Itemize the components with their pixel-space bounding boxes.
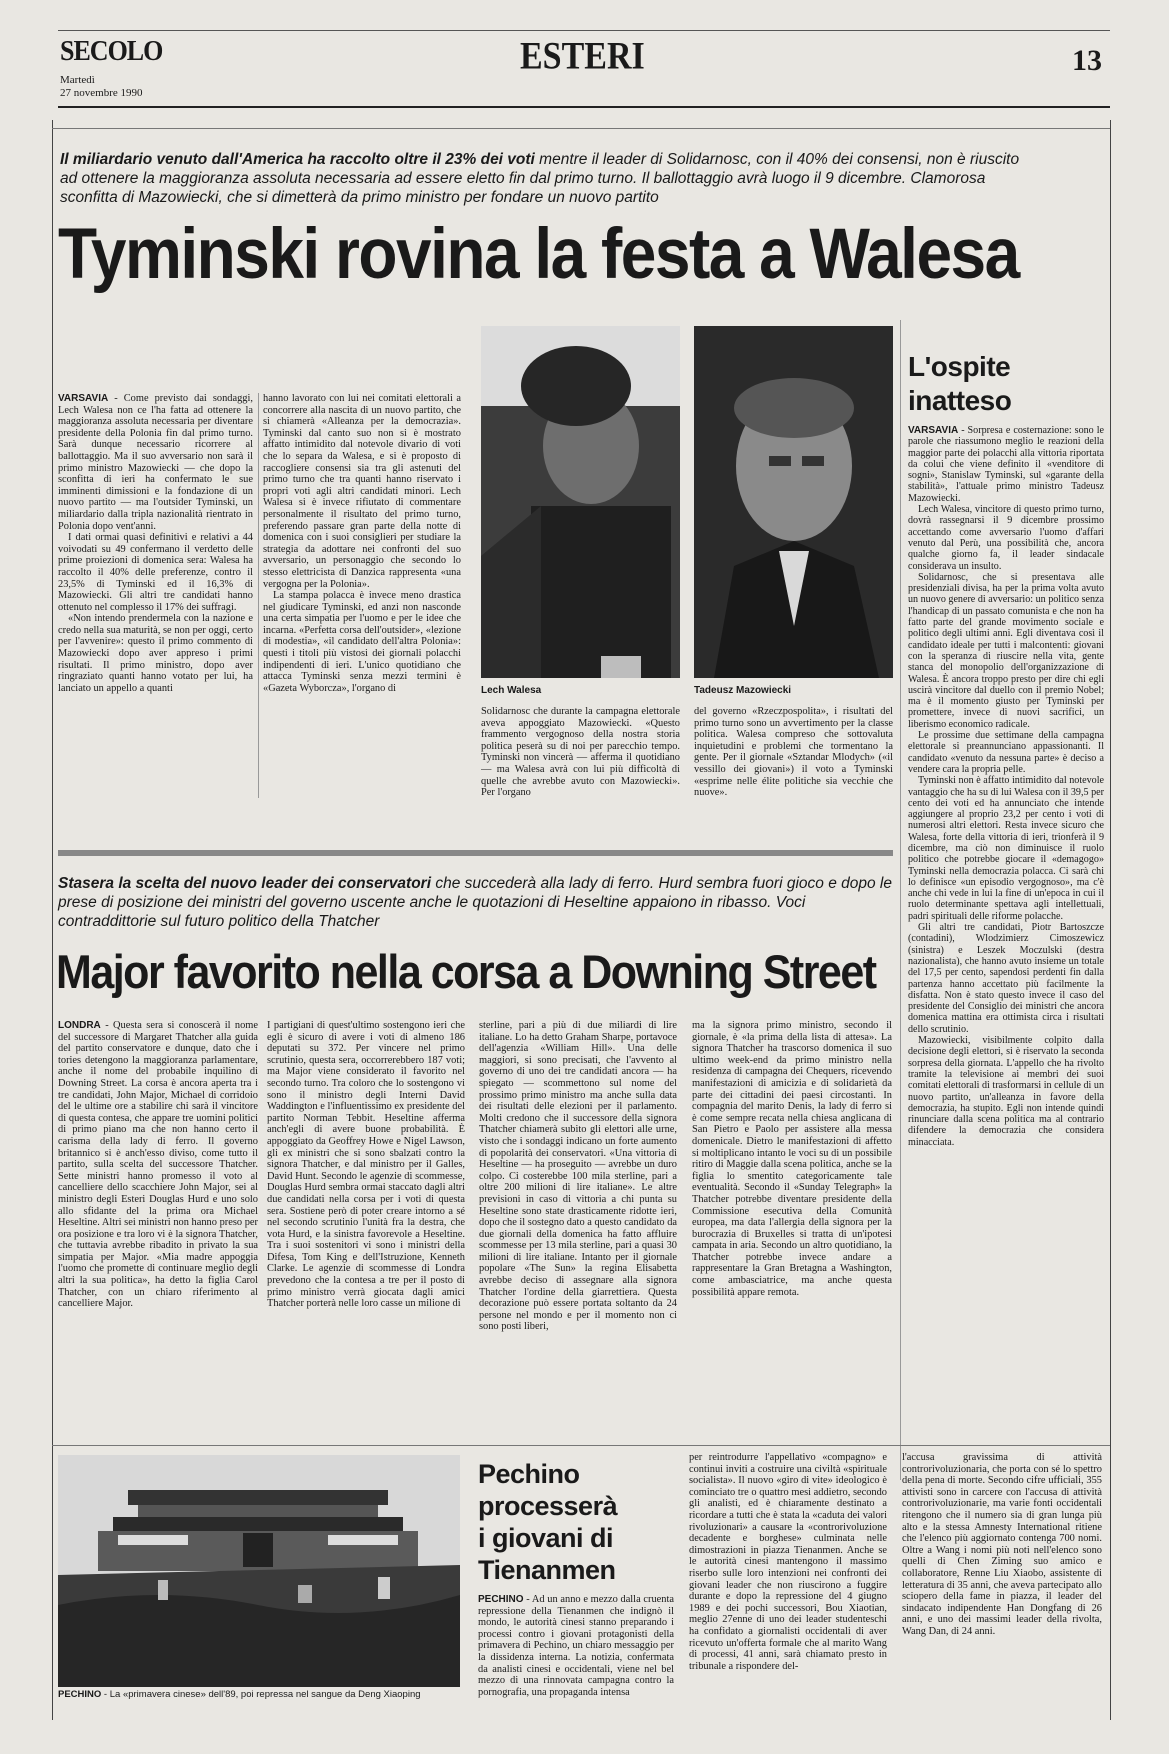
page-number: 13 — [1072, 44, 1102, 77]
sidebar-column: VARSAVIA - Sorpresa e costernazione: sono le parole che riassumono meglio le reazioni della maggior parte dei polacchi alla vittoria riportata da colui che viene definito il «venditore di sogni», Stanislaw Tyminski, sul «garante della stabilità», l'attuale primo ministro Tadeusz Mazowiecki. Lech Walesa, vincitore di questo primo turno, dovrà rassegnarsi il 9 dicembre prossimo accettando come avversario l'uomo d'affari venuto dal Perù, una possibilità che, ancora qualche giorno fa, il leader sindacale considerava un insulto. Solidarnosc, che si presentava alle presidenziali divisa, ha per la prima volta avuto un nuovo genere di avversario: un politico senza l'handicap di un passato comunista e che non ha fatto parte del grande movimento sociale e politico degli ultimi anni. Egli diventava così il candidato ideale per tutti i malcontenti: giovani con la speranza di riuscire nella vita, gente stanca del monopolio dell'organizzazione di Walesa. È ancora troppo presto per dire chi egli uscirà vincitore dal duello con il premio Nobel; ma è il momento giusto per Tyminski per promettere, invece di nuovi sacrifici, un liberismo economico radicale. Le prossime due settimane della campagna elettorale si preannunciano appassionanti. Il candidato «venuto da nessuna parte» è deciso a vendere cara la propria pelle. Tyminski non è affatto intimidito dal notevole vantaggio che ha su di lui Walesa con il 39,5 per cento dei voti ed ha annunciato che intende aggiungere al proprio 23,2 per cento i voti di numerosi altri elettori. Resta invece sicuro che Walesa, forte della vittoria di ieri, trionferà il 9 dicembre, ma ciò non diminuisce il ruolo politico che potrebbe giocare il «demagogo» Tyminski nella democrazia polacca. Ci sarà chi lo definisce «un episodio vergognoso», ma c'è anche chi vede in lui la fine di un'epoca in cui il ruolo determinante spettava agli intellettuali, padri spirituali delle riforme polacche. Gli altri tre candidati, Piotr Bartoszcze (contadini), Wlodzimierz Cimoszewicz (sinistra) e Leszek Moczulski (destra nazionalista), che hanno avuto insieme un totale del 17,5 per cento, sapendosi perdenti fin dalla partenza hanno accettato più facilmente la disfatta. Non è stato questo invece il caso del presidente del Consiglio dei ministri che ancora domenica mattina era ottimista circa i risultati dello scrutinio. Mazowiecki, visibilmente colpito dalla decisione degli elettori, si è riservato la seconda sorpresa della giornata. L'appello che ha rivolto tramite la televisione ai membri dei suoi comitati elettorali di trasformarsi in cellule di un nuovo partito, un'alleanza in favore della democrazia, ha stupito. Egli non intende quindi rinunciare dalla scena politica ma al contrario difendere la democrazia che considera minacciata. — [908, 425, 1104, 1148]
story2-column-2: I partigiani di quest'ultimo sostengono ieri che egli è sicuro di avere i voti di almeno 186 deputati su 372. Per vincere nel primo scrutinio, questa sera, occorrerebbero 187 voti; ma Major viene considerato il favorito nel secondo turno. Tra coloro che lo sostengono vi sono il ministro degli Interni David Waddington e l'influentissimo ex presidente del partito Norman Tebbit. Heseltine afferma anch'egli di avere buone probabilità. È appoggiato da Geoffrey Howe e Nigel Lawson, gli ex ministri che si sono sbalzati contro la signora Thatcher, e dal ministro per il Galles, David Hunt. Secondo le agenzie di scommesse, Douglas Hurd sembra ormai staccato dagli altri due candidati nella corsa per i voti di questa sera. Sostiene però di poter creare intorno a sé nel secondo scrutinio l'unità fra la destra, che vota Hurd, e la sinistra favorevole a Heseltine. Tra i suoi sostenitori vi sono i ministri della Difesa, Tom King e dell'Istruzione, Kenneth Clarke. Le agenzie di scommesse di Londra prevedono che la contesa a tre per il posto di primo ministro verrà giocata dagli amici Thatcher porterà nelle loro casse un milione di — [267, 1020, 465, 1310]
top-rule — [58, 30, 1110, 31]
caption-tadeusz-mazowiecki: Tadeusz Mazowiecki — [694, 685, 792, 696]
story2-kicker — [58, 874, 893, 931]
story3-dateline: PECHINO — [478, 1594, 524, 1605]
col-divider — [258, 393, 259, 798]
story1-kicker-rest: mentre il leader di Solidarnosc, con il 40% dei consensi, non è riuscito ad ottenere la maggioranza assoluta necessaria ad essere eletto fin dal primo turno. Il ballottaggio avrà luogo il 9 dicembre. Clamorosa sconfitta di Mazowiecki, che si dimetterà da primo ministro per fondare un nuovo partito — [60, 151, 1020, 206]
frame-right — [1110, 120, 1111, 1720]
story1-kicker-bold: Il miliardario venuto dall'America ha raccolto oltre il 23% dei voti — [60, 151, 535, 168]
frame-left — [52, 120, 53, 1720]
issue-date: 27 novembre 1990 — [60, 87, 143, 99]
newspaper-logo: SECOLO — [60, 34, 163, 67]
sidebar-divider — [900, 320, 901, 1480]
masthead-rule — [58, 106, 1110, 108]
story3-column-2: per reintrodurre l'appellativo «compagno» e continui inviti a costruire una civiltà «spirituale socialista». Il nuovo «giro di vite» ideologico è cominciato tre o quattro mesi addietro, secondo gli analisti, ed è chiaramente destinato a ricordare a tutti che è stata la «caduta dei valori rivoluzionari» a causare la «controrivoluzione decadente e borghese» culminata nelle dimostrazioni in piazza Tienanmen. Anche se le autorità cinesi mantengono il massimo riserbo sulle loro intenzioni nei confronti dei giovani leader che non riuscirono a fuggire durante e dopo la repressione del 4 giugno 1989 e dei pochi successori, Bou Xiaotian, meglio 27enne di uno dei leader studenteschi ha confidato a giornalisti occidentali di aver ricevuto un'offerta formale che al marito Wang di processi, 41 anni, sarà chiamato presto in tribunale a rispondere del- — [689, 1452, 887, 1672]
story3-rule — [52, 1445, 1110, 1446]
story2-dateline: LONDRA — [58, 1020, 101, 1031]
section-title: ESTERI — [520, 35, 645, 78]
story2-headline: Major favorito nella corsa a Downing Street — [56, 946, 876, 999]
photo-lech-walesa — [481, 326, 680, 678]
sidebar-headline: L'ospite inatteso — [908, 351, 1012, 416]
sidebar-dateline: VARSAVIA — [908, 425, 959, 436]
story2-kicker-rest: che succederà alla lady di ferro. Hurd sembra fuori gioco e dopo le prese di posizione dei ministri del governo uscente anche le quotazioni di Heseltine appaiono in ribasso. Voci contraddittorie sul futuro politico della Thatcher — [58, 875, 892, 930]
story1-column-4: del governo «Rzeczpospolita», i risultati del primo turno sono un avvertimento per la classe politica. Walesa compreso che sottovaluta inquietudini e problemi che tormentano la gente. Per il giornale «Sztandar Mlodych» («il vessillo dei giovani») il voto a Tyminski «esprime nelle élite politiche sia vecchie che nuove». — [694, 706, 893, 798]
story3-column-3: l'accusa gravissima di attività controrivoluzionaria, che porta con sé lo spettro della pena di morte. Secondo cifre ufficiali, 355 attivisti sono in carcere con l'accusa di attività controrivoluzionarie, ma varie fonti occidentali ritengono che il numero sia di gran lunga più alto e la stessa Amnesty International ritiene che l'elenco più aggiornato contenga 700 nomi. Oltre a Wang i nomi più noti nell'elenco sono quelli di Chen Ziming suo amico e collaboratore, Renne Liu Xiaobo, assistente di letteratura di 35 anni, che aveva partecipato allo sciopero della fame in piazza, il leader del sindacato indipendente Han Dongfang di 26 anni, e uno dei massimi leader della rivolta, Wang Dan, di 24 anni. — [902, 1452, 1102, 1637]
story3-headline: Pechino processerà i giovani di Tienanmen — [478, 1459, 618, 1585]
caption-lech-walesa: Lech Walesa — [481, 685, 542, 696]
story1-headline: Tyminski rovina la festa a Walesa — [58, 213, 1019, 294]
story1-column-2: hanno lavorato con lui nei comitati elettorali a concorrere alla nascita di un nuovo partito, che si chiamerà «Alleanza per la democrazia». Tyminski dal canto suo non si è mostrato affatto intimidito dal notevole divario di voti che lo separa da Walesa, e si è proposto di raccogliere consensi sia tra gli astenuti del primo turno che tra quanti hanno riservato i propri voti agli altri candidati minori. Lech Walesa si è invece rifiutato di commentare personalmente il risultato del primo turno, preferendo passare gran parte della notte di domenica con i suoi consiglieri per studiare la strategia da adottare nei confronti del suo avversario, un personaggio che secondo lo stesso elettricista di Danzica rappresenta «una vergogna per la Polonia». La stampa polacca è invece meno drastica nel giudicare Tyminski, ed anzi non nasconde una certa simpatia per l'uomo e per le idee che incarna. «Perfetta corsa dell'outsider», «lezione di modestia», «il candidato dell'altra Polonia»: questi i titoli più vistosi dei giornali polacchi indipendenti di ieri. L'unico quotidiano che attacca Tyminski senza mezzi termini è «Gazeta Wyborcza», l'organo di — [263, 393, 461, 694]
story1-column-3: Solidarnosc che durante la campagna elettorale aveva appoggiato Mazowiecki. «Questo frammento vergognoso della nostra storia politica peserà su di noi per parecchio tempo. Tyminski non vincerà — afferma il quotidiano — ma Walesa avrà con lui più difficoltà di quelle che avrebbe avuto con Mazowiecki». Per l'organo — [481, 706, 680, 798]
frame-top — [52, 128, 1110, 129]
photo-tienanmen-square — [58, 1455, 460, 1687]
story2-kicker-bold: Stasera la scelta del nuovo leader dei conservatori — [58, 875, 432, 892]
caption-tienanmen: PECHINO - La «primavera cinese» dell'89, poi repressa nel sangue da Deng Xiaoping — [58, 1689, 421, 1700]
story1-column-1: VARSAVIA - Come previsto dai sondaggi, Lech Walesa non ce l'ha fatta ad ottenere la maggioranza assoluta necessaria per diventare presidente della Polonia fin dal primo turno. Sarà dunque necessario ricorrere al ballottaggio. Ma il suo avversario non sarà il primo ministro Mazowiecki — che dopo la sconfitta di ieri ha confermato le sue imminenti dimissioni e la fondazione di un nuovo partito — ma l'outsider Tyminski, un miliardario dalla tripla nazionalità rientrato in Polonia dopo vent'anni. I dati ormai quasi definitivi e relativi a 44 voivodati su 49 confermano il verdetto delle prime proiezioni di domenica sera: Walesa ha raccolto il 40% delle preferenze, contro il 23,5% di Tyminski ed il 16,3% di Mazowiecki. Gli altri tre candidati hanno ottenuto nel complesso il 17% dei suffragi. «Non intendo prendermela con la nazione e credo nella sua maturità, se non per oggi, certo per l'avvenire»: questo il primo commento di Mazowiecki dopo aver appreso i primi risultati. Il primo ministro, dopo aver ringraziato quanti hanno votato per lui, ha lanciato un appello a quanti — [58, 393, 253, 694]
story1-dateline: VARSAVIA — [58, 393, 109, 404]
issue-day: Martedì — [60, 74, 95, 86]
story2-column-3: sterline, pari a più di due miliardi di lire italiane. Lo ha detto Graham Sharpe, portavoce dell'agenzia «William Hill». Una delle maggiori, si sono precisati, che l'avvento al governo di uno dei tre candidati ancora — ha spiegato — scommettono sul nome del prossimo primo ministro ma anche sulla data dei risultati delle elezioni per il parlamento. Molti credono che il successore della signora Thatcher chiamerà subito gli elettori alle urne, visto che i sondaggi indicano un forte aumento di popolarità dei conservatori. «Una vittoria di Heseltine — ha proseguito — avrebbe un duro colpo. Ci costerebbe 100 mila sterline, pari a oltre 200 milioni di lire italiane». Le altre previsioni in caso di vittoria a chi punta su Heseltine sono state drasticamente ridotte ieri, dopo che il sostegno dato a questo candidato da due giornali della domenica ha fatto affluire scommesse per 13 mila sterline, pari a quasi 30 milioni di lire italiane. Intanto per il giornale popolare «The Sun» la regina Elisabetta avrebbe deciso di assegnare alla signora Thatcher l'ordine della giarrettiera. Questa decorazione può essere portata soltanto da 24 persone nel mondo e per il momento non ci sono posti liberi, — [479, 1020, 677, 1333]
photo-tadeusz-mazowiecki — [694, 326, 893, 678]
story3-column-1: PECHINO - Ad un anno e mezzo dalla cruenta repressione della Tienanmen che indignò il mondo, le autorità cinesi stanno preparando i processi contro i giovani protagonisti della primavera di Pechino, un chiaro messaggio per la dissidenza interna. La notizia, confermata da analisti cinesi e occidentali, viene nel bel mezzo di una rinnovata campagna contro la pornografia, una propaganda intensa — [478, 1594, 674, 1698]
story1-kicker — [60, 150, 1020, 207]
story2-rule — [58, 850, 893, 856]
story2-column-4: ma la signora primo ministro, secondo il giornale, è «la prima della lista di attesa». La signora Thatcher ha trascorso domenica il suo ultimo week-end da primo ministro nella residenza di campagna dei Chequers, ricevendo manifestazioni di amicizia e di solidarietà da parte dei cittadini dei paesi circostanti. In compagnia del marito Denis, la lady di ferro si è come sempre recata nella chiesa anglicana di San Pietro e Paolo per assistere alla messa domenicale. Dietro le manifestazioni di affetto si moltiplicano intanto le voci su di un possibile ritiro di Maggie dalla scena politica, anche se la figlia lo smentito categoricamente tale eventualità. Secondo il «Sunday Telegraph» la Thatcher potrebbe diventare presidente della Commissione esecutiva della Comunità europea, ma data l'allergia della signora per la burocrazia di Bruxelles si tratta di un'ipotesi campata in aria. Secondo un altro quotidiano, la Thatcher potrebbe invece andare a rappresentare la Gran Bretagna a Washington, come ambasciatrice, ma anche questa possibilità appare remota. — [692, 1020, 892, 1298]
story2-column-1: LONDRA - Questa sera si conoscerà il nome del successore di Margaret Thatcher alla guida del partito conservatore e dunque, dato che i tories detengono la maggioranza parlamentare, anche il nome del probabile inquilino di Downing Street. La corsa è ancora aperta tra i tre candidati, John Major, Michael di corridoio del le ultime ore a stabilire chi sarà il vincitore di questa contesa, che appare tre uomini politici di primo piano ma che non hanno certo il carisma della lady di ferro. Il governo britannico si è anch'esso diviso, come tutto il partito, sulla scelta del successore Thatcher. Sette ministri hanno promesso il voto al cancelliere dello scacchiere John Major, sei al ministro degli Esteri Douglas Hurd e uno solo allo sfidante del la prima ora Michael Heseltine. Altri sei ministri non hanno preso per ora posizione e tra loro vi è la signora Thatcher, che tuttavia avrebbe ribadito in privato la sua simpatia per Major. «Mia madre appoggia l'uomo che promette di continuare meglio degli altri la sua politica», ha detto la figlia Carol Thatcher, con un chiaro riferimento al cancelliere Major. — [58, 1020, 258, 1310]
